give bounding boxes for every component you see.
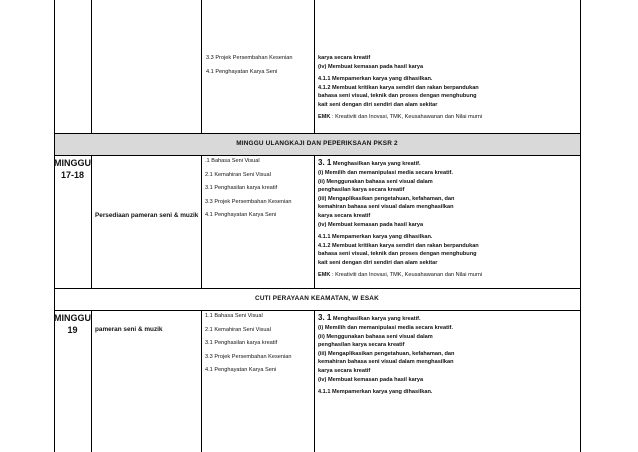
content-standard-line: 4.1.2 Membuat kritikan karya sendiri dan rakan berpandukan	[318, 242, 479, 249]
table-rule	[91, 0, 92, 133]
content-standard-line: bahasa seni visual, teknik dan proses dengan menghubung	[318, 251, 477, 258]
exam-week-banner: MINGGU ULANGKAJI DAN PEPERIKSAAN PKSR 2	[236, 140, 398, 147]
content-standard-line: kait seni dengan diri sendiri dan alam sekitar	[318, 101, 438, 108]
content-standard-line: karya secara kreatif	[318, 367, 371, 374]
standard-pembelajaran-cell	[205, 312, 291, 375]
standard-pembelajaran-cell	[206, 54, 292, 76]
content-standard-line: kait seni dengan diri sendiri dan alam sekitar	[318, 259, 438, 266]
week-cell	[54, 158, 91, 181]
content-standard-line: karya secara kreatif	[318, 212, 371, 219]
learning-standard-item: 3.3 Projek Persembahan Kesenian	[205, 353, 292, 360]
table-rule	[580, 0, 581, 452]
content-standard-line: (i) Memilih dan memanipulasi media secara kreatif.	[318, 170, 453, 177]
learning-standard-item: 4.1 Penghayatan Karya Seni	[206, 68, 278, 75]
content-standard-line: penghasilan karya secara kreatif	[318, 187, 405, 194]
standard-kandungan-cell	[318, 312, 454, 397]
learning-standard-item: 2.1 Kemahiran Seni Visual	[205, 171, 271, 178]
standard-pembelajaran-cell	[205, 157, 291, 220]
content-standard-line: (ii) Menggunakan bahasa seni visual dalam	[318, 333, 433, 340]
table-rule	[201, 0, 202, 133]
content-standard-line: bahasa seni visual, teknik dan proses dengan menghubung	[318, 93, 477, 100]
standard-heading	[318, 312, 454, 324]
content-standard-line: (iii) Mengaplikasikan pengetahuan, kefahaman, dan	[318, 195, 455, 202]
week-number: 19	[67, 324, 78, 335]
learning-standard-item: 3.1 Penghasilan karya kreatif	[205, 340, 278, 346]
theme-cell: Persediaan pameran seni & muzik	[95, 212, 199, 219]
content-standard-line: (iv) Membuat kemasan pada hasil karya	[318, 63, 424, 70]
learning-standard-item: .1 Bahasa Seni Visual	[205, 158, 260, 164]
week-label: MINGGU	[54, 313, 91, 323]
table-rule	[54, 155, 581, 156]
content-standard-line: karya secara kreatif	[318, 55, 371, 61]
standard-kandungan-cell	[318, 54, 482, 122]
standard-kandungan-cell	[318, 157, 482, 280]
standard-heading-text: Menghasilkan karya yang kreatif.	[332, 161, 421, 167]
learning-standard-item: 4.1 Penghayatan Karya Seni	[205, 367, 277, 373]
table-rule	[314, 155, 315, 288]
content-standard-line: (iv) Membuat kemasan pada hasil karya	[318, 376, 424, 383]
content-standard-line: (ii) Menggunakan bahasa seni visual dalam	[318, 178, 433, 185]
table-rule	[314, 0, 315, 133]
table-rule	[54, 133, 581, 134]
table-rule	[201, 155, 202, 288]
table-rule	[54, 0, 55, 452]
content-standard-line: 4.1.1 Mempamerkan karya yang dihasilkan.	[318, 234, 433, 241]
content-standard-line: (i) Memilih dan memanipulasi media secara kreatif.	[318, 325, 453, 332]
standard-heading-number: 3. 1	[318, 313, 332, 322]
content-standard-line: 4.1.2 Membuat kritikan karya sendiri dan rakan berpandukan	[318, 84, 479, 91]
table-rule	[91, 310, 92, 452]
standard-heading-text: Menghasilkan karya yang kreatif.	[332, 316, 421, 322]
learning-standard-item: 4.1 Penghayatan Karya Seni	[205, 212, 277, 218]
table-rule	[54, 310, 581, 311]
week-cell	[54, 313, 91, 336]
table-rule	[314, 310, 315, 452]
learning-standard-item: 3.1 Penghasilan karya kreatif	[205, 185, 278, 191]
holiday-banner: CUTI PERAYAAN KEAMATAN, W ESAK	[255, 295, 379, 302]
content-standard-line: (iii) Mengaplikasikan pengetahuan, kefahaman, dan	[318, 350, 455, 357]
table-rule	[91, 155, 92, 288]
emk-line: EMK : Kreativiti dan Inovasi, TMK, Keusahawanan dan Nilai murni	[318, 114, 483, 121]
content-standard-line: 4.1.1 Mempamerkan karya yang dihasilkan.	[318, 389, 433, 396]
emk-line: EMK : Kreativiti dan Inovasi, TMK, Keusahawanan dan Nilai murni	[318, 272, 483, 279]
standard-heading-number: 3. 1	[318, 158, 332, 167]
content-standard-line: kemahiran bahasa seni visual dalam menghasilkan	[318, 359, 454, 366]
content-standard-line: 4.1.1 Mempamerkan karya yang dihasilkan.	[318, 76, 433, 83]
week-number: 17-18	[60, 169, 85, 180]
learning-standard-item: 3.3 Projek Persembahan Kesenian	[206, 55, 293, 61]
content-standard-line: penghasilan karya secara kreatif	[318, 342, 405, 349]
content-standard-line: kemahiran bahasa seni visual dalam menghasilkan	[318, 204, 454, 211]
theme-cell: pameran seni & muzik	[95, 326, 163, 333]
standard-heading	[318, 157, 482, 169]
learning-standard-item: 1.1 Bahasa Seni Visual	[205, 313, 263, 319]
learning-standard-item: 2.1 Kemahiran Seni Visual	[205, 326, 271, 333]
content-standard-line: (iv) Membuat kemasan pada hasil karya	[318, 221, 424, 228]
week-label: MINGGU	[54, 158, 91, 168]
table-rule	[54, 288, 581, 289]
learning-standard-item: 3.3 Projek Persembahan Kesenian	[205, 198, 292, 205]
